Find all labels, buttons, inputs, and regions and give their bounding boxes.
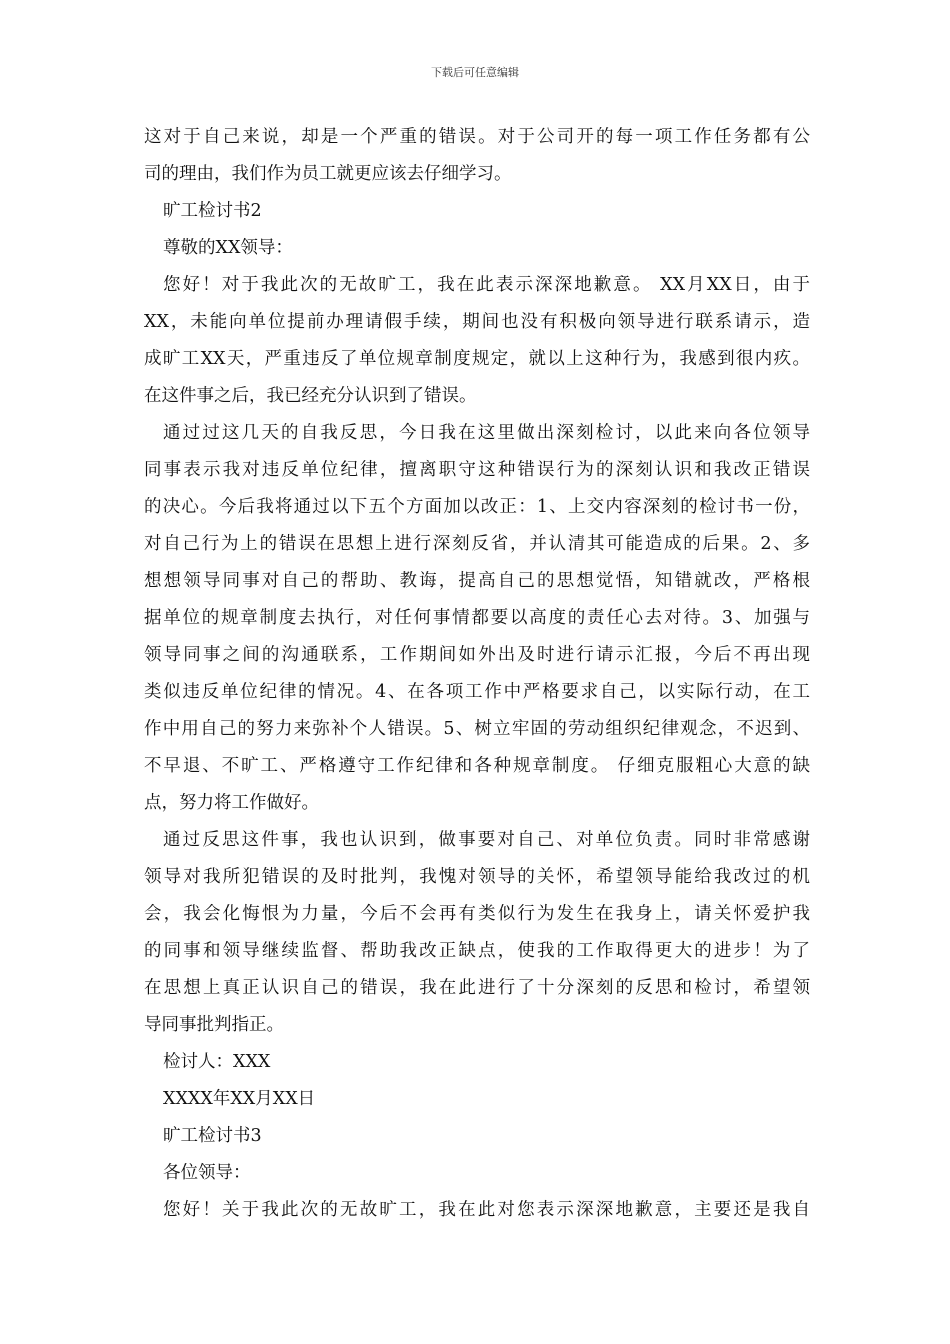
text-line: 在这件事之后，我已经充分认识到了错误。	[144, 386, 477, 406]
section-title: 旷工检讨书3	[163, 1126, 262, 1146]
salutation: 尊敬的XX领导：	[163, 238, 293, 258]
date-line: XXXX年XX月XX日	[163, 1089, 316, 1109]
text-line: 通过反思这件事，我也认识到，做事要对自己、对单位负责。同时非常感谢	[163, 830, 810, 850]
text-line: 不早退、不旷工、严格遵守工作纪律和各种规章制度。 仔细克服粗心大意的缺	[144, 756, 810, 776]
section-title: 旷工检讨书2	[163, 201, 262, 221]
text-line: 这对于自己来说，却是一个严重的错误。对于公司开的每一项工作任务都有公	[144, 127, 810, 147]
text-line: 同事表示我对违反单位纪律，擅离职守这种错误行为的深刻认识和我改正错误	[144, 460, 810, 480]
text-line: 导同事批判指正。	[144, 1015, 284, 1035]
text-line: 对自己行为上的错误在思想上进行深刻反省，并认清其可能造成的后果。2、多	[144, 534, 810, 554]
salutation: 各位领导：	[163, 1163, 251, 1183]
text-line: 类似违反单位纪律的情况。4、在各项工作中严格要求自己，以实际行动，在工	[144, 682, 810, 702]
text-line: 领导对我所犯错误的及时批判，我愧对领导的关怀，希望领导能给我改过的机	[144, 867, 810, 887]
text-line: XX，未能向单位提前办理请假手续，期间也没有积极向领导进行联系请示，造	[144, 312, 810, 332]
text-line: 司的理由，我们作为员工就更应该去仔细学习。	[144, 164, 512, 184]
text-line: 据单位的规章制度去执行，对任何事情都要以高度的责任心去对待。3、加强与	[144, 608, 810, 628]
signer-line: 检讨人：XXX	[163, 1052, 271, 1072]
text-line: 在思想上真正认识自己的错误，我在此进行了十分深刻的反思和检讨，希望领	[144, 978, 810, 998]
text-line: 想想领导同事对自己的帮助、教诲，提高自己的思想觉悟，知错就改，严格根	[144, 571, 810, 591]
text-line: 会，我会化悔恨为力量，今后不会再有类似行为发生在我身上，请关怀爱护我	[144, 904, 810, 924]
text-line: 的决心。今后我将通过以下五个方面加以改正：1、上交内容深刻的检讨书一份，	[144, 497, 810, 517]
text-line: 您好！对于我此次的无故旷工，我在此表示深深地歉意。 XX月XX日，由于	[163, 275, 810, 295]
text-line: 点，努力将工作做好。	[144, 793, 319, 813]
text-line: 通过过这几天的自我反思，今日我在这里做出深刻检讨，以此来向各位领导	[163, 423, 810, 443]
text-line: 成旷工XX天，严重违反了单位规章制度规定，就以上这种行为，我感到很内疚。	[144, 349, 810, 369]
document-body	[144, 119, 810, 1229]
text-line: 的同事和领导继续监督、帮助我改正缺点，使我的工作取得更大的进步！为了	[144, 941, 810, 961]
text-line: 领导同事之间的沟通联系，工作期间如外出及时进行请示汇报，今后不再出现	[144, 645, 810, 665]
text-line: 作中用自己的努力来弥补个人错误。5、树立牢固的劳动组织纪律观念，不迟到、	[144, 719, 810, 739]
page-header-note: 下载后可任意编辑	[431, 66, 519, 79]
text-line: 您好！关于我此次的无故旷工，我在此对您表示深深地歉意，主要还是我自	[163, 1200, 810, 1220]
